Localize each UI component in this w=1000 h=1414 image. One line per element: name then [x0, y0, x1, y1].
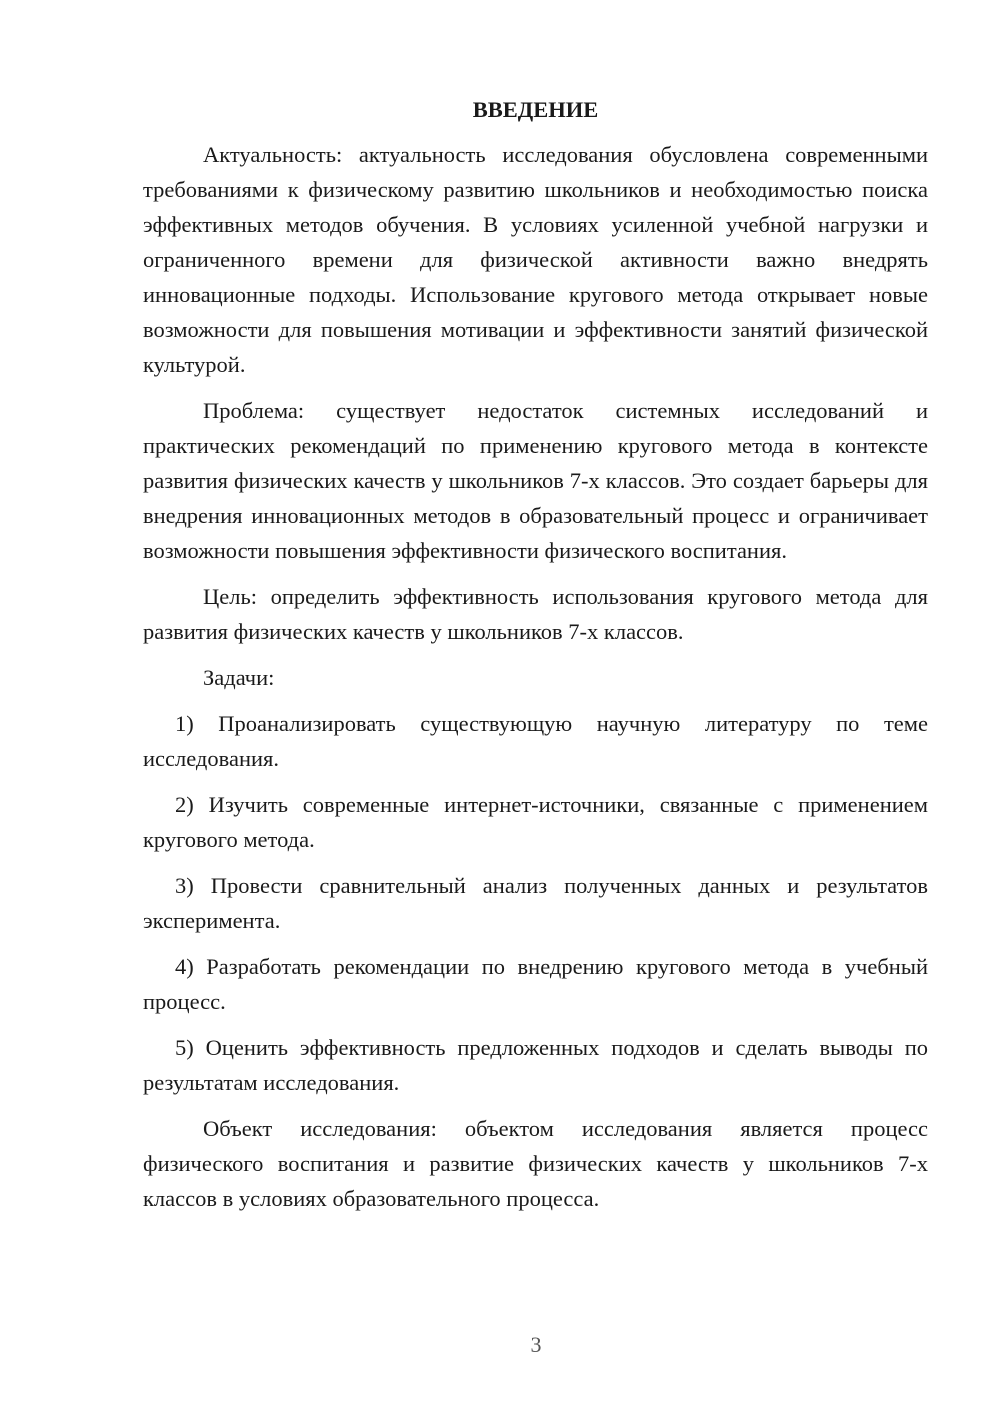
- relevance-paragraph: Актуальность: актуальность исследования обусловлена современными требованиями к физическому развитию школьников и необходимостью поиска эффективных методов обучения. В условиях усиленной учебной нагрузки и ограниченного времени для физической активности важно внедрять инновационные подходы. Использование кругового метода открывает новые возможности для повышения мотивации и эффективности занятий физической культурой.: [143, 142, 928, 377]
- task-item-2: 2) Изучить современные интернет-источники, связанные с применением кругового метода.: [143, 792, 928, 852]
- task-item-1: 1) Проанализировать существующую научную литературу по теме исследования.: [143, 711, 928, 771]
- document-page: [143, 95, 928, 1227]
- task-item-4: 4) Разработать рекомендации по внедрению кругового метода в учебный процесс.: [143, 954, 928, 1014]
- object-paragraph: Объект исследования: объектом исследования является процесс физического воспитания и развитие физических качеств у школьников 7-х классов в условиях образовательного процесса.: [143, 1116, 928, 1211]
- task-item-5: 5) Оценить эффективность предложенных подходов и сделать выводы по результатам исследования.: [143, 1035, 928, 1095]
- page-number: 3: [530, 1332, 542, 1357]
- goal-paragraph: Цель: определить эффективность использования кругового метода для развития физических качеств у школьников 7-х классов.: [143, 584, 928, 644]
- tasks-heading: Задачи:: [203, 665, 275, 690]
- task-item-3: 3) Провести сравнительный анализ полученных данных и результатов эксперимента.: [143, 873, 928, 933]
- section-title: ВВЕДЕНИЕ: [472, 97, 599, 122]
- problem-paragraph: Проблема: существует недостаток системных исследований и практических рекомендаций по применению кругового метода в контексте развития физических качеств у школьников 7-х классов. Это создает барьеры для внедрения инновационных методов в образовательный процесс и ограничивает возможности повышения эффективности физического воспитания.: [143, 398, 928, 563]
